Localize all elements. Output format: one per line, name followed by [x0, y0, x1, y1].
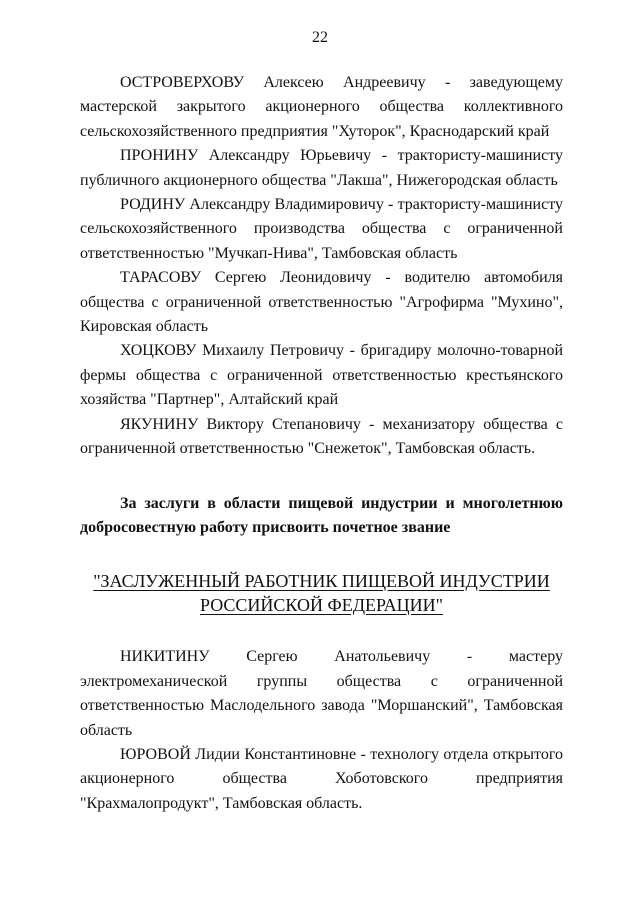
honorary-title-line-1: "ЗАСЛУЖЕННЫЙ РАБОТНИК ПИЩЕВОЙ ИНДУСТРИИ [93, 571, 550, 592]
award-entry-nikitin: НИКИТИНУ Сергею Анатольевичу - мастеру электромеханической группы общества с ограниченной ответственностью Маслодельного завода "Моршанский", Тамбовская область [80, 648, 563, 739]
award-entry-yakunin: ЯКУНИНУ Виктору Степановичу - механизатору общества с ограниченной ответственностью "Снежеток", Тамбовская область. [80, 415, 563, 458]
award-entry-yurova: ЮРОВОЙ Лидии Константиновне - технологу отдела открытого акционерного общества Хоботовского предприятия "Крахмалопродукт", Тамбовская область. [80, 745, 563, 812]
award-entry-rodin: РОДИНУ Александру Владимировичу - трактористу-машинисту сельскохозяйственного производства общества с ограниченной ответственностью "Мучкап-Нива", Тамбовская область [80, 196, 563, 262]
award-directive: За заслуги в области пищевой индустрии и многолетнюю добросовестную работу присвоить почетное звание [80, 494, 563, 536]
award-entry-khotskov: ХОЦКОВУ Михаилу Петровичу - бригадиру молочно-товарной фермы общества с ограниченной ответственностью крестьянского хозяйства "Партнер", Алтайский край [80, 342, 563, 409]
page-number: 22 [312, 29, 328, 46]
honorary-title-line-2: РОССИЙСКОЙ ФЕДЕРАЦИИ" [199, 595, 444, 616]
award-entry-pronin: ПРОНИНУ Александру Юрьевичу - трактористу-машинисту публичного акционерного общества "Лакша", Нижегородская область [80, 147, 563, 189]
document-body [80, 71, 563, 816]
honorary-title [80, 569, 563, 617]
award-entry-tarasov: ТАРАСОВУ Сергею Леонидовичу - водителю автомобиля общества с ограниченной ответственностью "Агрофирма "Мухино", Кировская область [80, 269, 563, 336]
award-entry-ostroverkhov: ОСТРОВЕРХОВУ Алексею Андреевичу - заведующему мастерской закрытого акционерного общества коллективного сельскохозяйственного предприятия "Хуторок", Краснодарский край [80, 74, 563, 140]
